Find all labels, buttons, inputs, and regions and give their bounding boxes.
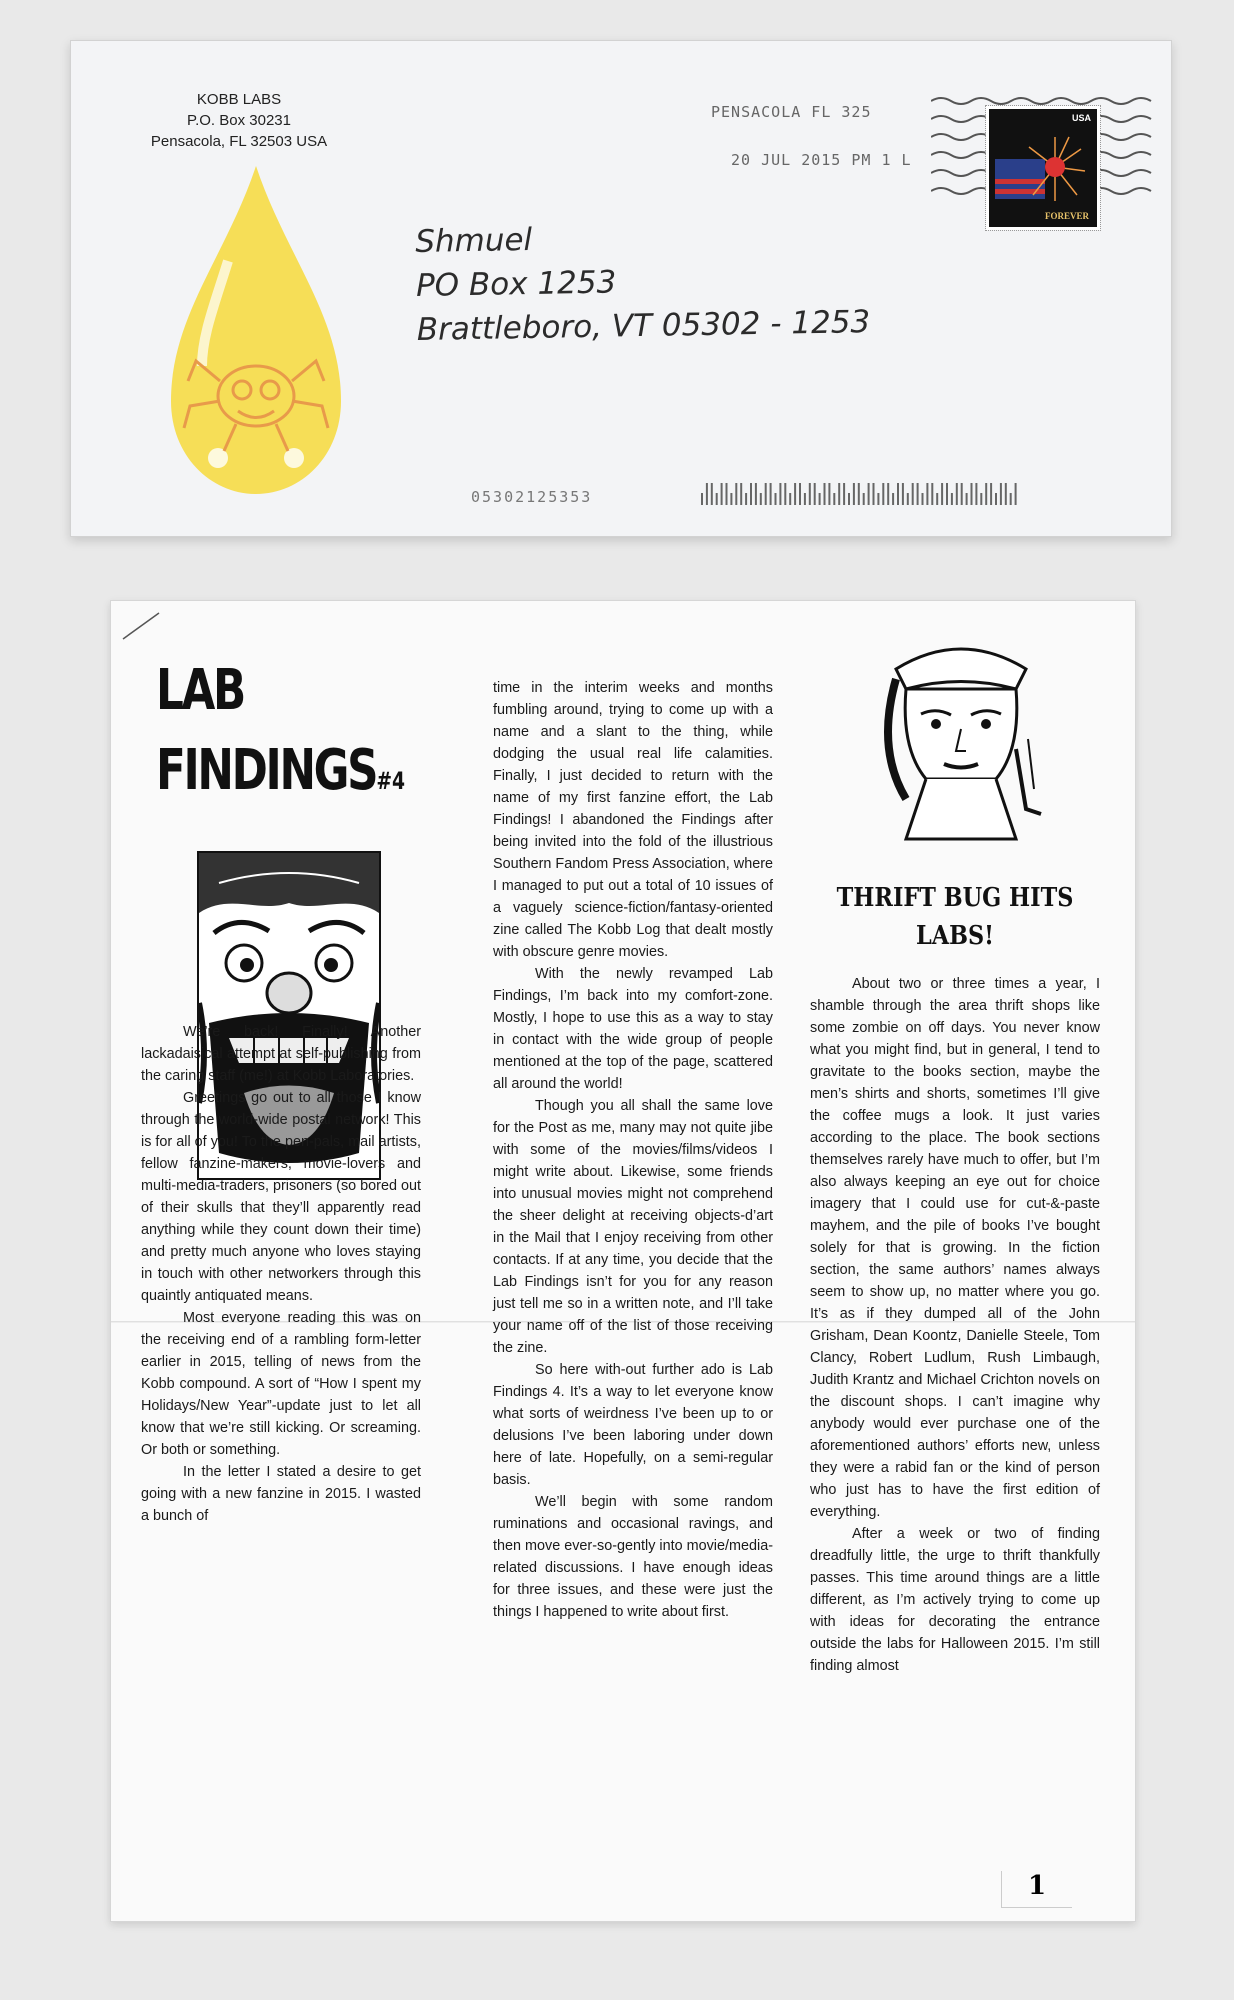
barcode-bar — [946, 483, 948, 505]
paragraph: We’re back! Finally! Another lackadaisical attempt at self-publishing from the caring staff (me!) at Kobb Laboratories. — [141, 1024, 421, 1084]
stamp-denomination: FOREVER — [1044, 211, 1089, 221]
barcode-bar — [740, 483, 742, 505]
barcode-bar — [882, 483, 884, 505]
barcode-bar — [936, 493, 938, 505]
barcode-bar — [907, 493, 909, 505]
return-address-line: KOBB LABS — [196, 91, 282, 108]
return-address-line: Pensacola, FL 32503 USA — [150, 133, 328, 150]
barcode-bar — [706, 483, 708, 505]
barcode-bar — [853, 483, 855, 505]
barcode-bar — [809, 483, 811, 505]
paragraph: time in the interim weeks and months fumbling around, trying to come up with a name and a slant to the thing, while dodging the usual real life calamities. Finally, I just decided to return with the name of my first fanzine effort, the Lab Findings! I abandoned the Findings after being invited into the fold of the illustrious Southern Fandom Press Association, where I managed to put out a total of 10 issues of a vaguely science-fiction/fantasy-oriented zine called The Kobb Log that dealt mostly with obscure genre movies. — [493, 680, 773, 960]
barcode-number: 05302125353 — [471, 488, 593, 506]
barcode-bar — [956, 483, 958, 505]
paragraph: We’ll begin with some random ruminations and occasional ravings, and then move ever-so-gently into movie/media-related discussions. I have enough ideas for three issues, and these were just the things I happened to write about first. — [493, 1494, 773, 1620]
paragraph: With the newly revamped Lab Findings, I’m back into my comfort-zone. Mostly, I hope to use this as a way to stay in contact with the wide group of people mentioned at the top of the page, scattered all around the world! — [493, 966, 773, 1092]
recipient-city: Brattleboro, VT 05302 - 1253 — [416, 304, 871, 348]
barcode-bar — [716, 493, 718, 505]
barcode-bar — [897, 483, 899, 505]
recipient-box: PO Box 1253 — [415, 264, 617, 304]
zine-title-findings: FINDINGS — [156, 738, 377, 803]
paragraph: Greetings go out to all those I know through the world-wide postal network! This is for all of you! To the pen-pals, mail artists, fellow fanzine-makers, movie-lovers and multi-media-traders, prisoners (so bored out of their skulls that they’ll apparently read anything while they count down their time) and pretty much anyone who loves staying in touch with other networkers through this quaintly antiquated means. — [141, 1090, 421, 1304]
barcode-bar — [980, 493, 982, 505]
barcode-bar — [887, 483, 889, 505]
barcode-bar — [873, 483, 875, 505]
return-address-line: P.O. Box 30231 — [187, 112, 291, 129]
barcode-bar — [975, 483, 977, 505]
barcode-bar — [711, 483, 713, 505]
barcode-bar — [833, 493, 835, 505]
barcode-bar — [868, 483, 870, 505]
barcode-bar — [794, 483, 796, 505]
barcode-bar — [971, 483, 973, 505]
paragraph: In the letter I stated a desire to get going with a new fanzine in 2015. I wasted a bunch of — [141, 1464, 421, 1524]
barcode-bar — [892, 493, 894, 505]
column-2 — [493, 677, 773, 1623]
column-1 — [141, 1021, 421, 1527]
barcode-bar — [735, 483, 737, 505]
barcode-bar — [877, 493, 879, 505]
fireworks-flag-icon — [989, 109, 1097, 227]
barcode-bar — [926, 483, 928, 505]
zine-title-line2 — [156, 738, 406, 811]
barcode-bar — [902, 483, 904, 505]
barcode-bar — [961, 483, 963, 505]
paragraph: After a week or two of finding dreadfully little, the urge to thrift thankfully passes. This time around things are a little different, as I’m actively trying to come up with ideas for decorating the entrance outside the labs for Halloween 2015. I’m still finding almost — [810, 1526, 1100, 1674]
barcode-bar — [912, 483, 914, 505]
recipient-address — [415, 212, 871, 352]
nurse-illustration — [866, 629, 1056, 849]
column-3 — [810, 973, 1100, 1677]
postage-stamp — [986, 106, 1100, 230]
barcode-bar — [1000, 483, 1002, 505]
barcode-bar — [1005, 483, 1007, 505]
paragraph: Though you all shall the same love for the Post as me, many may not quite jibe with some of the movies/films/videos I might write about. Likewise, some friends into unusual movies might not comprehend the sheer delight at receiving objects-d’art in the Mail that I enjoy receiving from other contacts. If at any time, you decide that the Lab Findings isn’t for you for any reason just tell me so in a written note, and I’ll take your name off of the list of those receiving the zine. — [493, 1098, 773, 1356]
paragraph: So here with-out further ado is Lab Findings 4. It’s a way to let everyone know what sorts of weirdness I’ve been up to or delusions I’ve been laboring under down here of late. Hopefully, on a semi-regular basis. — [493, 1362, 773, 1488]
barcode-bar — [779, 483, 781, 505]
barcode-bar — [760, 493, 762, 505]
corner-pen-mark — [121, 611, 161, 641]
barcode-bar — [848, 493, 850, 505]
barcode-bar — [799, 483, 801, 505]
barcode-bar — [770, 483, 772, 505]
barcode-bar — [824, 483, 826, 505]
yellow-drop-spider-logo — [166, 166, 346, 496]
zine-issue-number: #4 — [376, 767, 406, 795]
barcode-bar — [784, 483, 786, 505]
barcode-bar — [701, 493, 703, 505]
barcode-bar — [1015, 483, 1017, 505]
barcode-bar — [941, 483, 943, 505]
barcode-bar — [730, 493, 732, 505]
barcode-bar — [917, 483, 919, 505]
barcode-bar — [745, 493, 747, 505]
paragraph: About two or three times a year, I shamble through the area thrift shops like some zombie on off days. You never know what you might find, but in general, I tend to gravitate to the books section, maybe the men’s shirts and shorts, sometimes I’ll give the coffee mugs a look. It just varies according to the place. The book sections themselves rarely have much to offer, but I’m also always keeping an eye out for choice imagery that I could use for cut-&-paste mayhem, and the pile of books I’ve bought solely for that is growing. In the fiction section, the same authors’ names always seem to show up, no matter where you go. It’s as if they dumped all of the John Grisham, Dean Koontz, Danielle Steele, Tom Clancy, Robert Ludlum, Rush Limbaugh, Judith Krantz and Michael Crichton novels on the discount shops. I can’t imagine why anybody would ever purchase one of the aforementioned authors’ efforts new, unless they were a rabid fan or the kind of person who just has to have the first edition of everything. — [810, 976, 1100, 1520]
barcode-bar — [819, 493, 821, 505]
barcode-bar — [966, 493, 968, 505]
page-number: 1 — [1001, 1871, 1072, 1908]
barcode-bar — [1010, 493, 1012, 505]
stamp-country: USA — [1071, 113, 1091, 123]
barcode-bar — [750, 483, 752, 505]
barcode-bar — [755, 483, 757, 505]
postmark — [711, 103, 1011, 199]
postal-barcode — [701, 481, 1021, 507]
barcode-bar — [828, 483, 830, 505]
barcode-bar — [804, 493, 806, 505]
barcode-bar — [721, 483, 723, 505]
barcode-bar — [985, 483, 987, 505]
barcode-bar — [931, 483, 933, 505]
barcode-bar — [726, 483, 728, 505]
barcode-bar — [922, 493, 924, 505]
barcode-bar — [838, 483, 840, 505]
barcode-bar — [990, 483, 992, 505]
barcode-bar — [863, 493, 865, 505]
postmark-date: 20 JUL 2015 PM 1 L — [731, 151, 912, 169]
barcode-bar — [775, 493, 777, 505]
paragraph: Most everyone reading this was on the receiving end of a rambling form-letter earlier in 2015, telling of news from the Kobb compound. A sort of “How I spent my Holidays/New Year”-update just to let all know that we’re still kicking. Or screaming. Or both or something. — [141, 1310, 421, 1458]
zine-page — [110, 600, 1136, 1922]
barcode-bar — [814, 483, 816, 505]
barcode-bar — [789, 493, 791, 505]
barcode-bar — [858, 483, 860, 505]
barcode-bar — [843, 483, 845, 505]
barcode-bar — [995, 493, 997, 505]
barcode-bar — [951, 493, 953, 505]
envelope — [70, 40, 1172, 537]
zine-title-line1: LAB — [156, 658, 244, 723]
postmark-city: PENSACOLA FL 325 — [711, 103, 872, 121]
recipient-name: Shmuel — [414, 221, 533, 260]
return-address — [119, 89, 359, 152]
article-headline: THRIFT BUG HITS LABS! — [836, 883, 1074, 951]
barcode-bar — [765, 483, 767, 505]
